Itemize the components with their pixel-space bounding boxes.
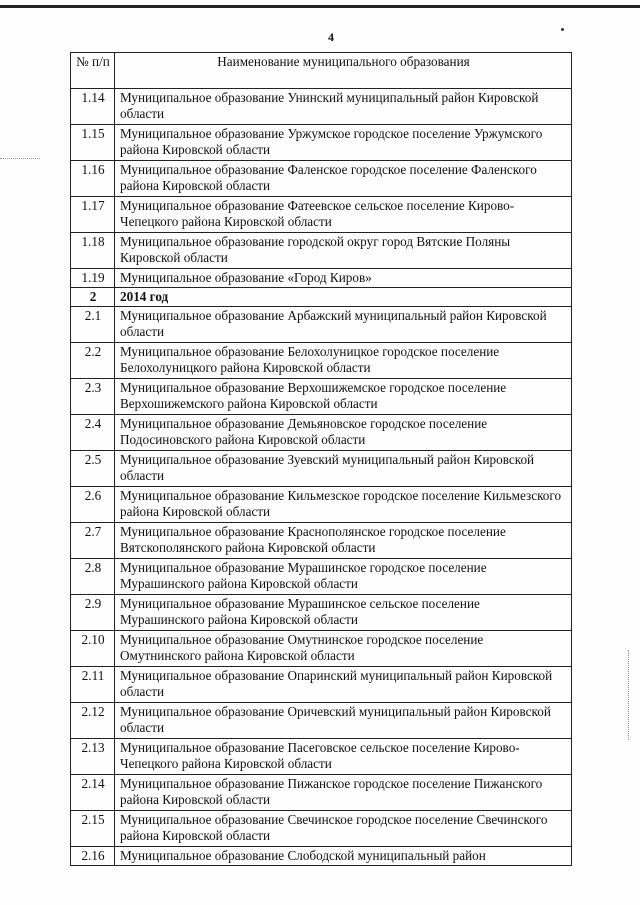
table-row <box>71 307 572 343</box>
row-municipality-name: Муниципальное образование Мурашинское городское поселение Мурашинского района Кировской области <box>115 559 572 595</box>
row-municipality-name: Муниципальное образование Арбажский муниципальный район Кировской области <box>115 307 572 343</box>
table-row <box>71 89 572 125</box>
row-number: 2.15 <box>71 811 115 847</box>
row-number: 1.14 <box>71 89 115 125</box>
row-number: 2.9 <box>71 595 115 631</box>
row-municipality-name: Муниципальное образование Оричевский муниципальный район Кировской области <box>115 703 572 739</box>
row-municipality-name: Муниципальное образование Унинский муниципальный район Кировской области <box>115 89 572 125</box>
top-rule <box>0 5 640 8</box>
row-number: 2 <box>71 288 115 307</box>
table-row <box>71 523 572 559</box>
row-municipality-name: Муниципальное образование «Город Киров» <box>115 269 572 288</box>
table-row <box>71 161 572 197</box>
table-row <box>71 451 572 487</box>
table-row <box>71 847 572 866</box>
row-number: 2.11 <box>71 667 115 703</box>
page-number: 4 <box>328 30 334 44</box>
row-municipality-name: Муниципальное образование Зуевский муниципальный район Кировской области <box>115 451 572 487</box>
table-row <box>71 269 572 288</box>
row-number: 2.6 <box>71 487 115 523</box>
table-row-year <box>71 288 572 307</box>
row-municipality-name: Муниципальное образование Слободской муниципальный район <box>115 847 572 866</box>
row-number: 1.16 <box>71 161 115 197</box>
table-row <box>71 487 572 523</box>
table-row <box>71 631 572 667</box>
table-body <box>71 89 572 866</box>
row-number: 1.15 <box>71 125 115 161</box>
row-number: 2.1 <box>71 307 115 343</box>
row-number: 2.13 <box>71 739 115 775</box>
row-municipality-name: Муниципальное образование Верхошижемское городское поселение Верхошижемского района Кировской области <box>115 379 572 415</box>
row-municipality-name: Муниципальное образование Мурашинское сельское поселение Мурашинского района Кировской области <box>115 595 572 631</box>
row-municipality-name: Муниципальное образование Белохолуницкое городское поселение Белохолуницкого района Кировской области <box>115 343 572 379</box>
row-number: 1.19 <box>71 269 115 288</box>
row-municipality-name: Муниципальное образование Уржумское городское поселение Уржумского района Кировской области <box>115 125 572 161</box>
row-number: 2.3 <box>71 379 115 415</box>
row-number: 2.2 <box>71 343 115 379</box>
row-number: 2.5 <box>71 451 115 487</box>
table-row <box>71 739 572 775</box>
row-number: 2.14 <box>71 775 115 811</box>
table-row <box>71 343 572 379</box>
header-name: Наименование муниципального образования <box>115 53 572 89</box>
table-row <box>71 775 572 811</box>
row-municipality-name: Муниципальное образование Пасеговское сельское поселение Кирово-Чепецкого района Кировской области <box>115 739 572 775</box>
table-row <box>71 703 572 739</box>
row-municipality-name: Муниципальное образование Опаринский муниципальный район Кировской области <box>115 667 572 703</box>
row-municipality-name: 2014 год <box>115 288 572 307</box>
row-number: 2.4 <box>71 415 115 451</box>
row-municipality-name: Муниципальное образование Фатеевское сельское поселение Кирово-Чепецкого района Кировской области <box>115 197 572 233</box>
table-row <box>71 125 572 161</box>
row-municipality-name: Муниципальное образование Омутнинское городское поселение Омутнинского района Кировской области <box>115 631 572 667</box>
row-number: 2.12 <box>71 703 115 739</box>
table-row <box>71 811 572 847</box>
scan-edge-mark <box>628 650 630 740</box>
row-number: 2.10 <box>71 631 115 667</box>
row-number: 2.7 <box>71 523 115 559</box>
table-row <box>71 379 572 415</box>
scan-dot <box>561 28 564 31</box>
row-municipality-name: Муниципальное образование Кильмезское городское поселение Кильмезского района Кировской области <box>115 487 572 523</box>
table-header-row <box>71 53 572 89</box>
row-municipality-name: Муниципальное образование городской округ город Вятские Поляны Кировской области <box>115 233 572 269</box>
table-row <box>71 595 572 631</box>
row-number: 1.18 <box>71 233 115 269</box>
row-number: 2.16 <box>71 847 115 866</box>
row-municipality-name: Муниципальное образование Свечинское городское поселение Свечинского района Кировской области <box>115 811 572 847</box>
row-number: 2.8 <box>71 559 115 595</box>
row-municipality-name: Муниципальное образование Краснополянское городское поселение Вятскополянского района Кировской области <box>115 523 572 559</box>
municipality-table <box>70 52 572 866</box>
row-municipality-name: Муниципальное образование Демьяновское городское поселение Подосиновского района Кировской области <box>115 415 572 451</box>
scan-margin-mark <box>0 158 40 159</box>
table-row <box>71 559 572 595</box>
table-row <box>71 197 572 233</box>
row-municipality-name: Муниципальное образование Пижанское городское поселение Пижанского района Кировской области <box>115 775 572 811</box>
table-row <box>71 667 572 703</box>
header-num: № п/п <box>71 53 115 89</box>
table-row <box>71 233 572 269</box>
table-row <box>71 415 572 451</box>
row-municipality-name: Муниципальное образование Фаленское городское поселение Фаленского района Кировской области <box>115 161 572 197</box>
row-number: 1.17 <box>71 197 115 233</box>
